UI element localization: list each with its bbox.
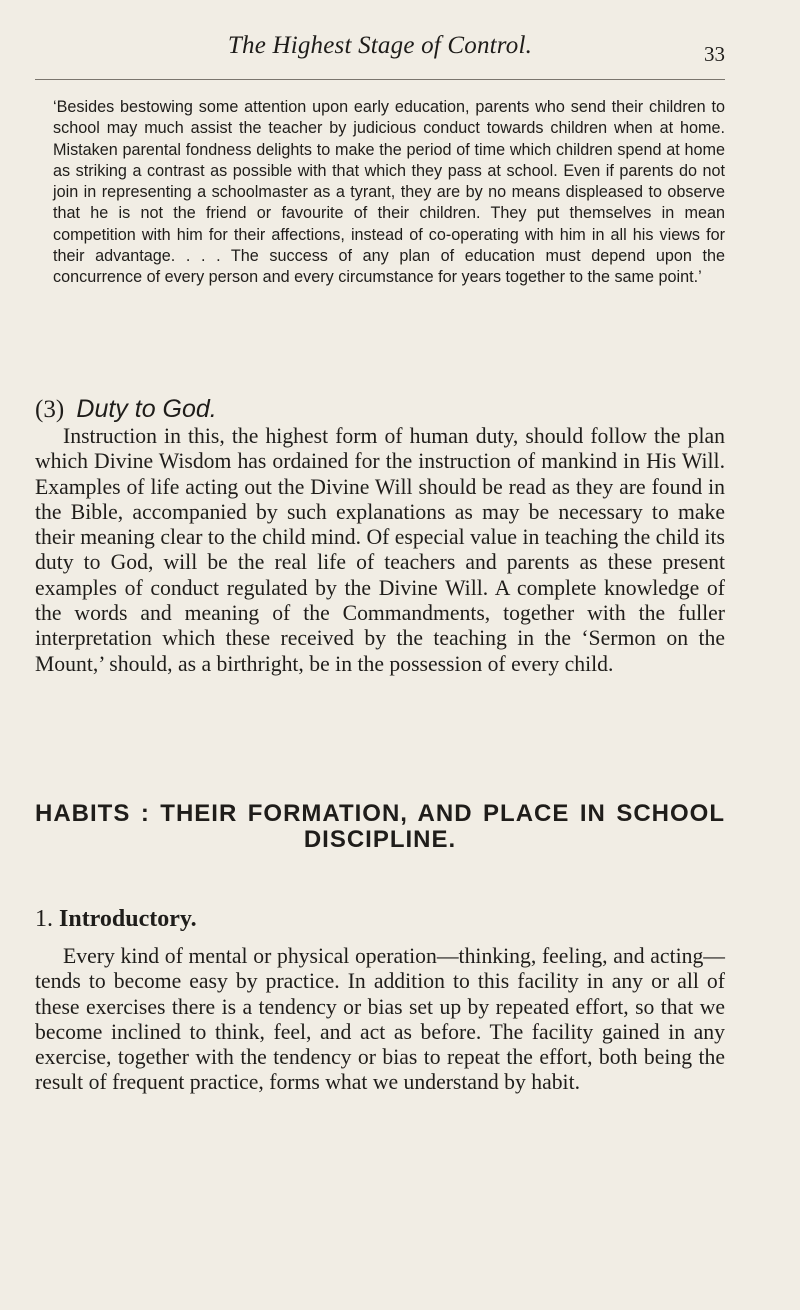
running-title: The Highest Stage of Control.: [227, 32, 533, 59]
section-title: Duty to God.: [76, 395, 217, 423]
page-number: 33: [704, 42, 725, 66]
quotation-paragraph: ‘Besides bestowing some attention upon early education, parents who send their children to school may much assist the teacher by judicious conduct towards children when at home. Mistaken parental fondness delights to make the period of time which children spend at home as striking a contrast as possible with that which they pass at school. Even if parents do not join in representing a schoolmaster as a tyrant, they are by no means displeased to observe that he is not the friend or favourite of their children. They put themselves in mean competition with him for their affections, instead of co-operating with him in all his views for their advantage. . . . The success of any plan of education must depend upon the concurrence of every person and every circumstance for years together to the same point.’: [53, 98, 725, 287]
subsection-heading: [35, 906, 197, 933]
section-number: (3): [35, 396, 65, 423]
subsection-title: Introductory.: [59, 906, 197, 932]
header-rule: [35, 79, 725, 80]
chapter-title: HABITS : THEIR FORMATION, AND PLACE IN SCHOOL DISCIPLINE.: [35, 800, 725, 853]
section-heading: [35, 395, 217, 424]
introductory-paragraph: Every kind of mental or physical operation—thinking, feeling, and acting—tends to become easy by practice. In addition to this facility in any or all of these exercises there is a tendency or bias set up by repeated effort, so that we become inclined to think, feel, and act as before. The facility gained in any exercise, together with the tendency or bias to repeat the effort, both being the result of frequent practice, forms what we understand by habit.: [35, 944, 725, 1095]
running-head: [35, 32, 725, 72]
subsection-number: 1.: [35, 906, 53, 932]
duty-to-god-paragraph: Instruction in this, the highest form of human duty, should follow the plan which Divine Wisdom has ordained for the instruction of mankind in His Will. Examples of life acting out the Divine Will should be read as they are found in the Bible, accompanied by such explanations as may be necessary to make their meaning clear to the child mind. Of especial value in teaching the child its duty to God, will be the real life of teachers and parents as these present examples of conduct regulated by the Divine Will. A complete knowledge of the words and meaning of the Commandments, together with the fuller interpretation which these received by the teaching in the ‘Sermon on the Mount,’ should, as a birthright, be in the possession of every child.: [35, 424, 725, 676]
